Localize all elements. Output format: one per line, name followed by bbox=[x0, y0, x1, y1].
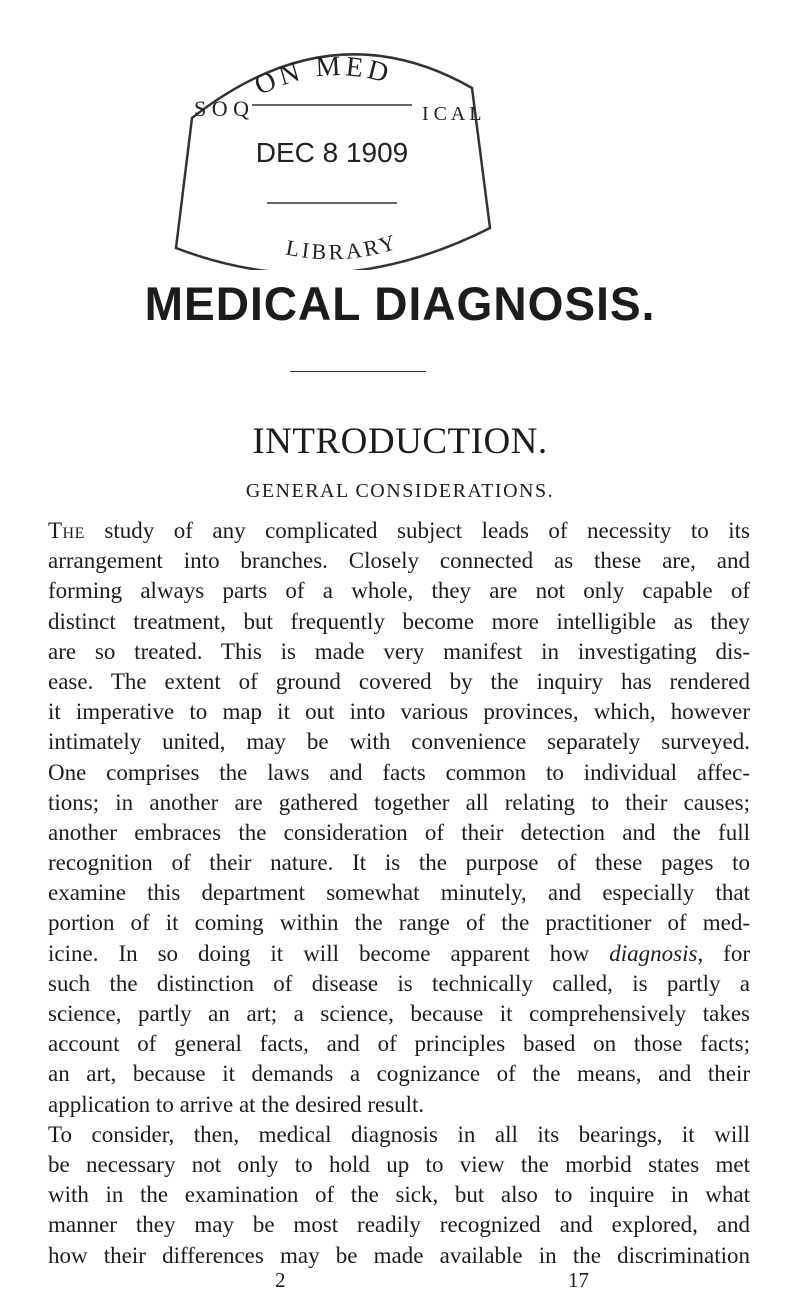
text-line: with in the examination of the sick, but also to inquire in what bbox=[48, 1182, 750, 1208]
page-number: 17 bbox=[568, 1268, 589, 1292]
stamp-date: DEC 8 1909 bbox=[255, 137, 409, 168]
text-line: examine this department somewhat minutely, and especially that bbox=[48, 880, 750, 906]
text-line: To consider, then, medical diagnosis in all its bearings, it will bbox=[48, 1121, 750, 1147]
signature-mark: 2 bbox=[275, 1268, 286, 1292]
section-heading: INTRODUCTION. bbox=[252, 421, 548, 462]
text-line: distinct treatment, but frequently become more intelligible as they bbox=[48, 608, 750, 634]
text-line: another embraces the consideration of their detection and the full bbox=[48, 819, 750, 845]
text-line: manner they may be most readily recognized and explored, and bbox=[48, 1212, 750, 1238]
text-line: tions; in another are gathered together all relating to their causes; bbox=[48, 789, 750, 815]
library-stamp bbox=[172, 48, 492, 270]
text-line: One comprises the laws and facts common to individual affec- bbox=[48, 759, 750, 785]
text-line: are so treated. This is made very manifest in investigating dis- bbox=[48, 638, 750, 664]
text-line: be necessary not only to hold up to view the morbid states met bbox=[48, 1151, 750, 1177]
divider-rule bbox=[290, 371, 426, 372]
stamp-arc-bottom: LIBRARY bbox=[283, 228, 402, 265]
text-line: icine. In so doing it will become apparent how diagnosis, for bbox=[48, 940, 750, 966]
text-line: such the distinction of disease is technically called, is partly a bbox=[48, 970, 750, 996]
page-title: MEDICAL DIAGNOSIS. bbox=[144, 277, 656, 330]
text-line: intimately united, may be with convenience separately surveyed. bbox=[48, 729, 750, 755]
text-line: The study of any complicated subject leads of necessity to its bbox=[48, 518, 750, 543]
text-line: account of general facts, and of principles based on those facts; bbox=[48, 1031, 750, 1057]
text-line: ease. The extent of ground covered by the inquiry has rendered bbox=[48, 668, 750, 694]
text-line: science, partly an art; a science, because it comprehensively takes bbox=[48, 1001, 750, 1026]
body-text bbox=[48, 516, 750, 1271]
text-line: forming always parts of a whole, they are not only capable of bbox=[48, 578, 750, 604]
text-line: recognition of their nature. It is the purpose of these pages to bbox=[48, 850, 750, 876]
text-line: how their differences may be made available in the discrimination bbox=[48, 1242, 750, 1268]
stamp-right-letters: I C A L bbox=[422, 103, 482, 125]
section-subheading: GENERAL CONSIDERATIONS. bbox=[245, 480, 555, 502]
text-line: arrangement into branches. Closely connected as these are, and bbox=[48, 548, 750, 574]
stamp-arc-top: ON MED bbox=[250, 50, 396, 102]
opening-word: The bbox=[48, 518, 85, 543]
italic-term: diagnosis bbox=[609, 940, 698, 966]
text-line: it imperative to map it out into various provinces, which, however bbox=[48, 699, 750, 725]
stamp-left-letters: S O Q bbox=[194, 96, 250, 121]
text-line: an art, because it demands a cognizance of the means, and their bbox=[48, 1061, 750, 1087]
text-line: portion of it coming within the range of the practitioner of med- bbox=[48, 910, 750, 936]
text-line: application to arrive at the desired result. bbox=[48, 1091, 425, 1117]
